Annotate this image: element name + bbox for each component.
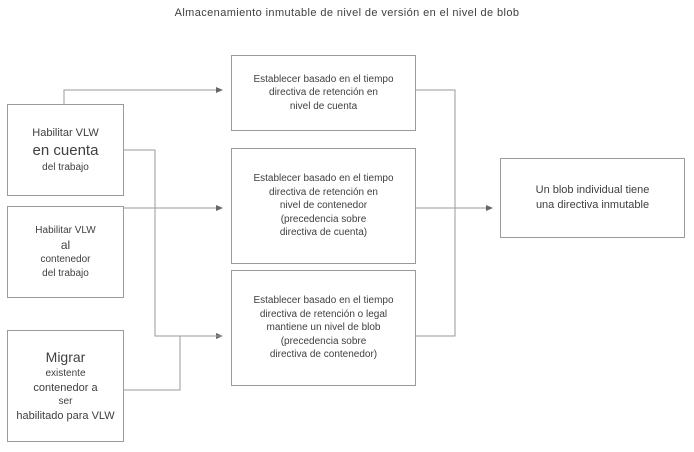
node-policy-container-level[interactable] — [231, 148, 416, 264]
connector-account-to-policy-account — [64, 90, 222, 104]
node-enable-vlw-account[interactable] — [7, 104, 124, 196]
node-migrate-container-line1: Migrar — [45, 349, 86, 366]
node-policy-account-level-line2: directiva de retención en — [269, 87, 378, 99]
connector-account-to-junction — [124, 150, 155, 208]
node-result-line1: Un blob individual tiene — [535, 184, 650, 197]
node-policy-container-level-line5: directiva de cuenta) — [279, 227, 368, 239]
node-enable-vlw-container-line1: Habilitar VLW — [35, 224, 96, 236]
connector-policy-blob-to-bus — [416, 208, 455, 336]
node-migrate-container-line5: habilitado para VLW — [16, 409, 115, 422]
node-policy-blob-level-line5: directiva de contenedor) — [269, 349, 378, 361]
node-policy-account-level-line3: nivel de cuenta — [289, 100, 358, 112]
node-migrate-container-line2: existente — [45, 368, 86, 380]
connector-migrate-to-policy-blob — [124, 336, 222, 390]
node-policy-blob-level[interactable] — [231, 270, 416, 386]
node-policy-container-level-line3: nivel de contenedor — [279, 200, 368, 212]
node-enable-vlw-account-line1: Habilitar VLW — [32, 126, 99, 139]
node-enable-vlw-container-line4: del trabajo — [42, 267, 89, 279]
node-result-blob-immutable-policy[interactable] — [500, 158, 685, 238]
node-policy-container-level-line2: directiva de retención en — [269, 186, 378, 198]
node-policy-blob-level-line1: Establecer basado en el tiempo — [253, 295, 394, 307]
node-enable-vlw-account-line3: del trabajo — [42, 161, 89, 173]
node-result-line2: una directiva inmutable — [535, 199, 650, 211]
connector-junction-to-blob-row — [155, 208, 222, 336]
node-policy-container-level-line1: Establecer basado en el tiempo — [253, 173, 394, 185]
node-enable-vlw-container-line2: al — [60, 238, 71, 253]
node-enable-vlw-container-line3: contenedor — [40, 254, 91, 266]
node-enable-vlw-account-line2: en cuenta — [32, 141, 99, 159]
node-policy-blob-level-line3: mantiene un nivel de blob — [266, 322, 381, 334]
node-migrate-container[interactable] — [7, 330, 124, 442]
node-enable-vlw-container[interactable] — [7, 206, 124, 298]
node-migrate-container-line3: contenedor a — [33, 381, 98, 394]
node-migrate-container-line4: ser — [58, 396, 73, 408]
node-policy-container-level-line4: (precedencia sobre — [280, 213, 367, 225]
node-policy-account-level[interactable] — [231, 55, 416, 131]
diagram-title: Almacenamiento inmutable de nivel de versión en el nivel de blob — [174, 7, 520, 19]
connector-policy-account-to-bus — [416, 90, 455, 208]
node-policy-blob-level-line2: directiva de retención o legal — [259, 308, 388, 320]
node-policy-account-level-line1: Establecer basado en el tiempo — [253, 73, 394, 85]
node-policy-blob-level-line4: (precedencia sobre — [280, 335, 367, 347]
